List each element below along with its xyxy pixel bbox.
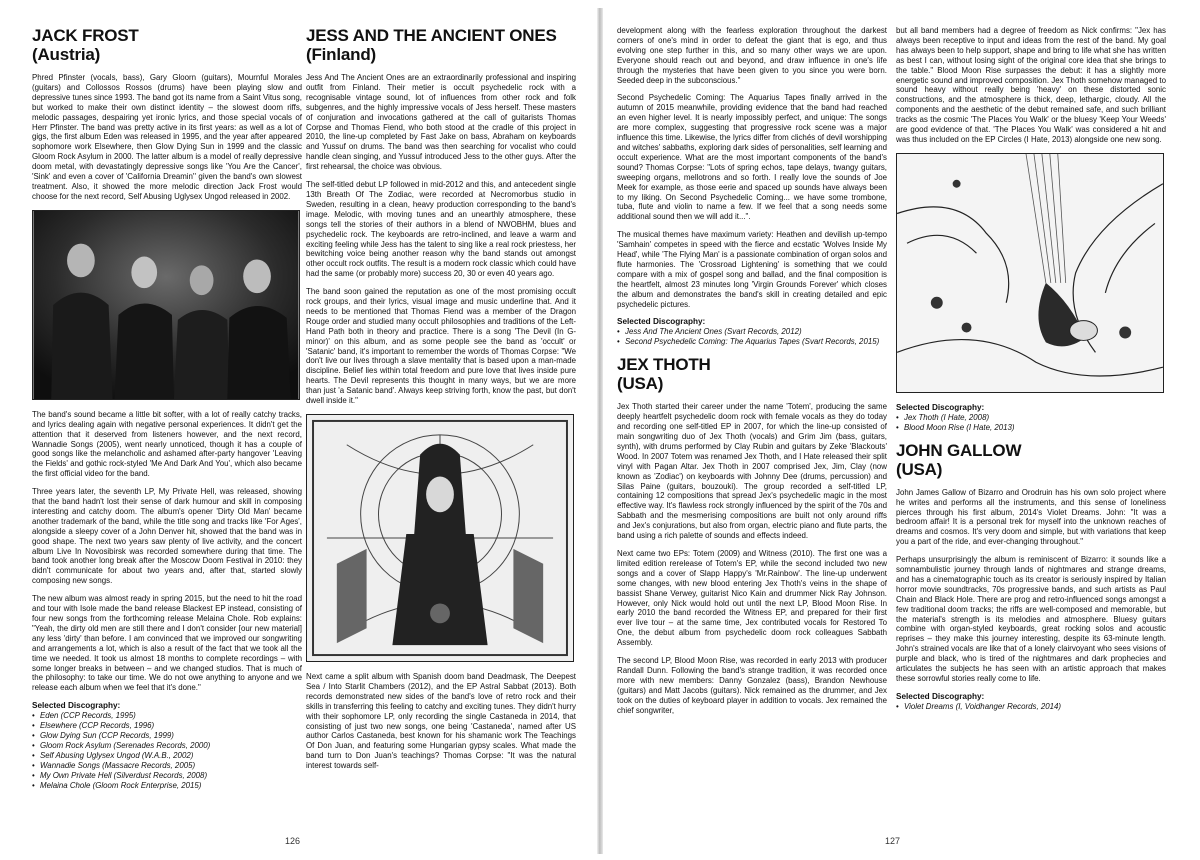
column-jess (306, 26, 576, 826)
page-left (0, 0, 597, 860)
article-paragraph: Three years later, the seventh LP, My Private Hell, was released, showing that the band hadn't lost their sense of dark humour and skill in composing interesting and catchy doom. The album's opener 'Dirty Old Man' became another trademark of the band, while the title song and tracks like 'For Ages', alongside a sleepy cover of a John Denver hit, showed that the band was in good shape. The next two years saw plenty of live activity, and the concert album Live In Novosibirsk was recorded somewhere during that time. The band took another long break after the Moscow Doom Festival in 2010: they didn't communicate for about two years and, after that, started slowly composing new songs. (32, 487, 302, 586)
page-right (603, 0, 1200, 860)
discography-heading: Selected Discography: (617, 317, 706, 327)
page-number: 126 (285, 836, 301, 846)
discography-heading: Selected Discography: (896, 402, 985, 412)
band-name: JESS AND THE ANCIENT ONES (306, 26, 557, 45)
article-paragraph: Second Psychedelic Coming: The Aquarius Tapes finally arrived in the autumn of 2015 meanwhile, providing evidence that the band had reached an even higher level. It is nearly impossibly perfect, and unique: The songs are more complex, suggesting that progressive rock scene was a major influence this time. Likewise, the lyrics differ from clichés of devil worshipping and witches' sabbaths, exploring dark sides of personalities, self learning and occult experience. What are the most important components of the band's sound? Thomas Corpse: "Lots of spring echos, tape delays, twangy guitars, sweeping organs, mellotrons and so forth. I really love the sounds of Joe Meek for example, as those eerie and spaced up sounds have always been to my liking. On Second Psychedelic Coming... we have some trombone, tuba, flute and violin to name a few. If we feel that a song needs some additional sound then we will add it...". (617, 93, 887, 222)
article-paragraph: John James Gallow of Bizarro and Orodruin has his own solo project where he writes and performs all the instruments, and this sense of loneliness pierces through his first album, 2014's Violet Dreams. John: "It was a bedroom affair! It is a personal trek for myself into the unknown reaches of dreams and cosmos. It's very doom and simple, but with variations that keep you a part of the ride, and ever-changing throughout." (896, 487, 1166, 547)
discography-list-gallow (896, 702, 1166, 712)
article-paragraph: Phred Pfinster (vocals, bass), Gary Gloorn (guitars), Mournful Morales (guitars) and Collossos Rossos (drums) have been playing slow and depressive tunes since 1993. The band got its name from a Saint Vitus song, but worked to make their own distinct identity – the slowest doom riffs, melodic passages, despairing yet ironic lyrics, and those special vocals of Herr Pfinster. The band was pretty active in its first years: as well as a lot of gigs, the first album Eden was released in 1995, and the year after appeared sophomore work Elsewhere, then Glow Dying Sun in 1999 and the classic Gloom Rock Asylum in 2000. The latter album is a model of really depressive doom metal, with devastatingly depressive songs like 'You Are the Cancer', 'Sink' and even a cover of 'California Dreamin'' given the band's own slowest treatment. Also, it showed the more melodic direction Jack Frost would choose for the next record, Self Abusing Uglysex Ungod released in 2002. (32, 73, 302, 201)
article-paragraph: Jess And The Ancient Ones are an extraordinarily professional and inspiring outfit from Finland. Their metier is occult psychedelic rock with a recognisable vintage sound, lot of influences from other rock and folk subgenres, and the highly impressive vocals of Jess herself. These masters of conjuration and invocations gathered at the call of guitarists Thomas Corpse and Thomas Fiend, who both stood at the cradle of this project in 2010, the line-up completed by Fast Jake on bass, Abraham on keyboards and Yussuf on drums. The band was then searching for vocalist who could handle clean singing, and Yussuf introduced Jess to the other guys. After the first rehearsal, the choice was obvious. (306, 73, 576, 172)
discography-list-jex (896, 413, 1166, 433)
page-number: 127 (885, 836, 901, 846)
discography-item: • Self Abusing Uglysex Ungod (W.A.B., 2002) (32, 751, 302, 761)
band-name: JEX THOTH (617, 355, 711, 375)
band-heading-jex-thoth (617, 355, 887, 393)
article-paragraph: The new album was almost ready in spring 2015, but the need to hit the road and tour with Isole made the band release Blackest EP instead, consisting of four new songs from the forthcoming release Melaina Chole. Rob explains: "Yeah, the dirty old men are still there and I don't consider [our new material] any less 'dirty' than before. I am convinced that we improved our songwriting and arrangements a lot, which is also a result of the fact that we took all the time we needed. It took us almost 18 months to complete recordings – with some longer breaks in between – and we changed studios. That is much of the philosophy: to take our time. We do not owe anything to anyone and we release each album when we feel that it's done." (32, 594, 302, 693)
band-heading-jess (306, 26, 576, 64)
discography-heading: Selected Discography: (896, 691, 985, 701)
discography-list-jess (617, 327, 887, 347)
column-jack-frost (32, 26, 302, 826)
discography-item: • Blood Moon Rise (I Hate, 2013) (896, 423, 1166, 433)
band-name: JACK FROST (32, 26, 139, 45)
article-paragraph: Next came a split album with Spanish doom band Deadmask, The Deepest Sea / Into Starlit Chambers (2012), and the EP Astral Sabbat (2013). Both records demonstrated new sides of the band's love of retro rock and their skills in transferring this feeling to catchy and exciting tunes. They didn't hurry with their sophomore LP, only recording the single Castaneda in 2014, that consisting of just two new songs, one being 'Castaneda', named after US author Carlos Castaneda, best known for his shamanic work The Teachings Of Don Juan, and featuring some Hungarian gypsy scales. What made the band turn to Don Juan's teachings? Thomas Corpse: "It was the natural interest towards self- (306, 672, 576, 771)
discography-list-jack-frost (32, 711, 302, 790)
band-country: (USA) (617, 374, 664, 394)
discography-item: • Gloom Rock Asylum (Serenades Records, 2000) (32, 741, 302, 751)
article-paragraph: Jex Thoth started their career under the name 'Totem', producing the same deeply heartfelt psychedelic doom rock with female vocals as they do today and recording one self-titled EP in 2007, for which the line-up consisted of main songwriting duo of Jex Thoth (vocals) and Grim Jim (bass, guitars, synth), with drums performed by Clay Rubin and guitars by Zeke 'Blackouts' Wood. In 2007 Totem was renamed Jex Thoth, and I Hate released their split vinyl with Pagan Altar. Jex Thoth in 2007 comprised Jex, Jim, Clay (now known as 'Zodiac') on keyboards with Johnny Dee (drums, percussion) and Silas Paine (guitars, bouzouki). The group recorded a self-titled LP, containing 12 compositions that spread Jex's psychedelic magic in the most effective way. It's flawless rock strongly influenced by the spirit of the 70s and Sabbath and the mesmerising compositions are built not only around riffs and Jex's conjurations, but also from organ, electric piano and flute parts, the band using a rich palette of sounds and effects indeed. (617, 402, 887, 541)
discography-heading: Selected Discography: (32, 701, 121, 711)
discography-item: • Jex Thoth (I Hate, 2008) (896, 413, 1166, 423)
album-artwork-jex-thoth (896, 153, 1164, 393)
discography-item: • Violet Dreams (I, Voidhanger Records, 2014) (896, 702, 1166, 712)
article-paragraph: but all band members had a degree of freedom as Nick confirms: "Jex has always been receptive to input and ideas from the rest of the band. My goal has always been to help support, shape and bring to life what she has written as best I can, without losing sight of the original core idea that she brings to the table." Blood Moon Rise surpasses the debut: it has a slightly more energetic sound and improved composition. Jex Thoth somehow managed to sound heavy without really being 'heavy' on these distorted sonic constructions, and the atmosphere is thick, deep, lethargic, cloudy. All the components and the aesthetic of the debut remained safe, and such brilliant tracks as the cosmic 'The Places You Walk' or the bluesy 'Keep Your Weeds' are good evidence of that. 'The Places You Walk' was considered a hit and was thus included on the EP Circles (I Hate, 2013) alongside one new song. (896, 26, 1166, 144)
discography-item: • Melaina Chole (Gloom Rock Enterprise, 2015) (32, 781, 302, 791)
band-country: (Austria) (32, 45, 101, 64)
column-jess-continued-jex (617, 26, 887, 826)
article-paragraph: The band's sound became a little bit softer, with a lot of really catchy tracks, and lyrics dealing again with negative personal experiences. It didn't get the attention that it deserved from listeners however, and the next record, Wannadie Songs (2005), went nearly unnoticed, though it has a couple of good songs like the melancholic and ashamed after-party hangover 'Leaving the Fields' and gothic rock-styled 'Me And Dark And You', which also became the first official video for the band. (32, 409, 302, 479)
discography-item: • Elsewhere (CCP Records, 1996) (32, 721, 302, 731)
discography-item: • Eden (CCP Records, 1995) (32, 711, 302, 721)
band-country: (Finland) (306, 45, 376, 64)
article-paragraph: development along with the fearless exploration throughout the darkest corners of one's mind in order to defeat the giant that is ego, and thus evolving one step further in this, and so many other ways we are upon. Everyone should reach out and beyond, and draw influence in one's life through the mysteries that have been given to you since you were born. Seeded deep in the subconscious." (617, 26, 887, 85)
band-heading-jack-frost (32, 26, 302, 64)
column-jex-continued-gallow (896, 26, 1166, 826)
article-paragraph: Next came two EPs: Totem (2009) and Witness (2010). The first one was a limited edition rerelease of Totem's EP, while the second included two new songs and a cover of Slapp Happy's 'Mr.Rainbow'. The line-up underwent some changes, with new blood entering Jex Thoth's veins in the shape of bassist Shane Verwey, guitarist Nico Kain and drummer Nick Ray Johnson. However, only Nick would hold out until the next LP, Blood Moon Rise. In early 2010 the band recorded the Witness EP, and prepared for their first ever live tour – at the same time, Jex contributed vocals for Restored To One, the debut album from psychedelic doom rock colleagues Sabbath Assembly. (617, 548, 887, 648)
band-country: (USA) (896, 459, 943, 479)
discography-item: • Glow Dying Sun (CCP Records, 1999) (32, 731, 302, 741)
discography-item: • Jess And The Ancient Ones (Svart Records, 2012) (617, 327, 887, 337)
discography-item: • Second Psychedelic Coming: The Aquarius Tapes (Svart Records, 2015) (617, 337, 887, 347)
discography-item: • My Own Private Hell (Silverdust Records, 2008) (32, 771, 302, 781)
article-paragraph: The band soon gained the reputation as one of the most promising occult rock groups, and their lyrics, visual image and music underline that. And it needs to be mentioned that Thomas Fiend was a member of the Dragon Rouge order and studied many occult philosophies and traditions of the Left-Hand Path both in theory and practice. There is a song 'The Devil (In G-minor)' on this album, and as some people see the band as 'occult' or 'Satanic' band, it's important to remember the words of Thomas Corpse: "We don't live our lives through a slave mentality that is based upon a man-made discipline. Belief lies within total freedom and pure love that lives inside pure hearts. The Devil represents this thought in many ways, but we are more than just 'a Satanic band'. Always keep striving forth, know the past, but don't dwell inside it." (306, 287, 576, 406)
discography-item: • Wannadie Songs (Massacre Records, 2005) (32, 761, 302, 771)
article-paragraph: The second LP, Blood Moon Rise, was recorded in early 2013 with producer Randall Dunn. Following the band's strange tradition, it was recorded once more with new members: Danny Gonzalez (bass), Brandon Newhouse (guitars) and Matt Jacobs (guitars). Nick remained as the drummer, and Jex took on the duties of keyboard player in addition to vocals. Jex remained the chief songwriter, (617, 656, 887, 715)
article-paragraph: The musical themes have maximum variety: Heathen and devilish up-tempo 'Samhain' competes in speed with the fierce and ecstatic 'Wolves Inside My Head', while 'The Flying Man' is a passionate combination of organ solos and flute harmonies. The 'Crossroad Lightening' is something that we could compare with a mix of gospel song and ballad, and the final composition is the heartfelt, almost 23 minutes long 'Virgin Grounds Forever' which closes the album and demonstrates the band's skill in creating detailed and epic psychedelic pictures. (617, 230, 887, 309)
article-paragraph: Perhaps unsurprisingly the album is reminiscent of Bizarro: it sounds like a somnambulistic journey through lands of nightmares and strange dreams, and has a cinematographic touch as its creator is seriously inspired by Italian horror movie soundtracks, 70s progressive bands, and such artists as Paul Chain and Black Hole. There are prog and retro-influenced songs amongst a few traditional doom tracks; the riffs are well-composed and memorable, but the material's strength is its melodies and atmosphere. Bluesy guitars combine with organ-styled keyboards, great rocking solos and acoustic reprises – they make this journey interesting, despite its 63-minute length. John's strained vocals are like that of a lonely clairvoyant who sees visions of purple and black, who is tired of the nightmares and dark prophecies and articulates the subjects he has seen with an artistic approach that makes these sorrowful stories really come to life. (896, 555, 1166, 683)
article-paragraph: The self-titled debut LP followed in mid-2012 and this, and antecedent single 13th Breath Of The Zodiac, were recorded at Necromorbus studio in Sweden, resulting in a clean, heavy production corresponding to the band's image. Melodic, with moving tunes and an unearthly atmosphere, these songs tell the stories of their authors in a blend of NWOBHM, blues and psychedelic rock. The keyboards are retro-inclined, and leave a warm and exciting feeling while Jess has the talent to sing like a real rock priestess, her bewitching voice being another reason why the band stands out amongst other occult rock outfits. The result is a modern rock classic which could have had the same (or probably more) success 20, 30 or even 40 years ago. (306, 180, 576, 279)
album-artwork-jess (306, 414, 574, 662)
band-heading-john-gallow (896, 441, 1166, 479)
band-name: JOHN GALLOW (896, 440, 1022, 460)
band-photo-jack-frost (32, 210, 300, 400)
